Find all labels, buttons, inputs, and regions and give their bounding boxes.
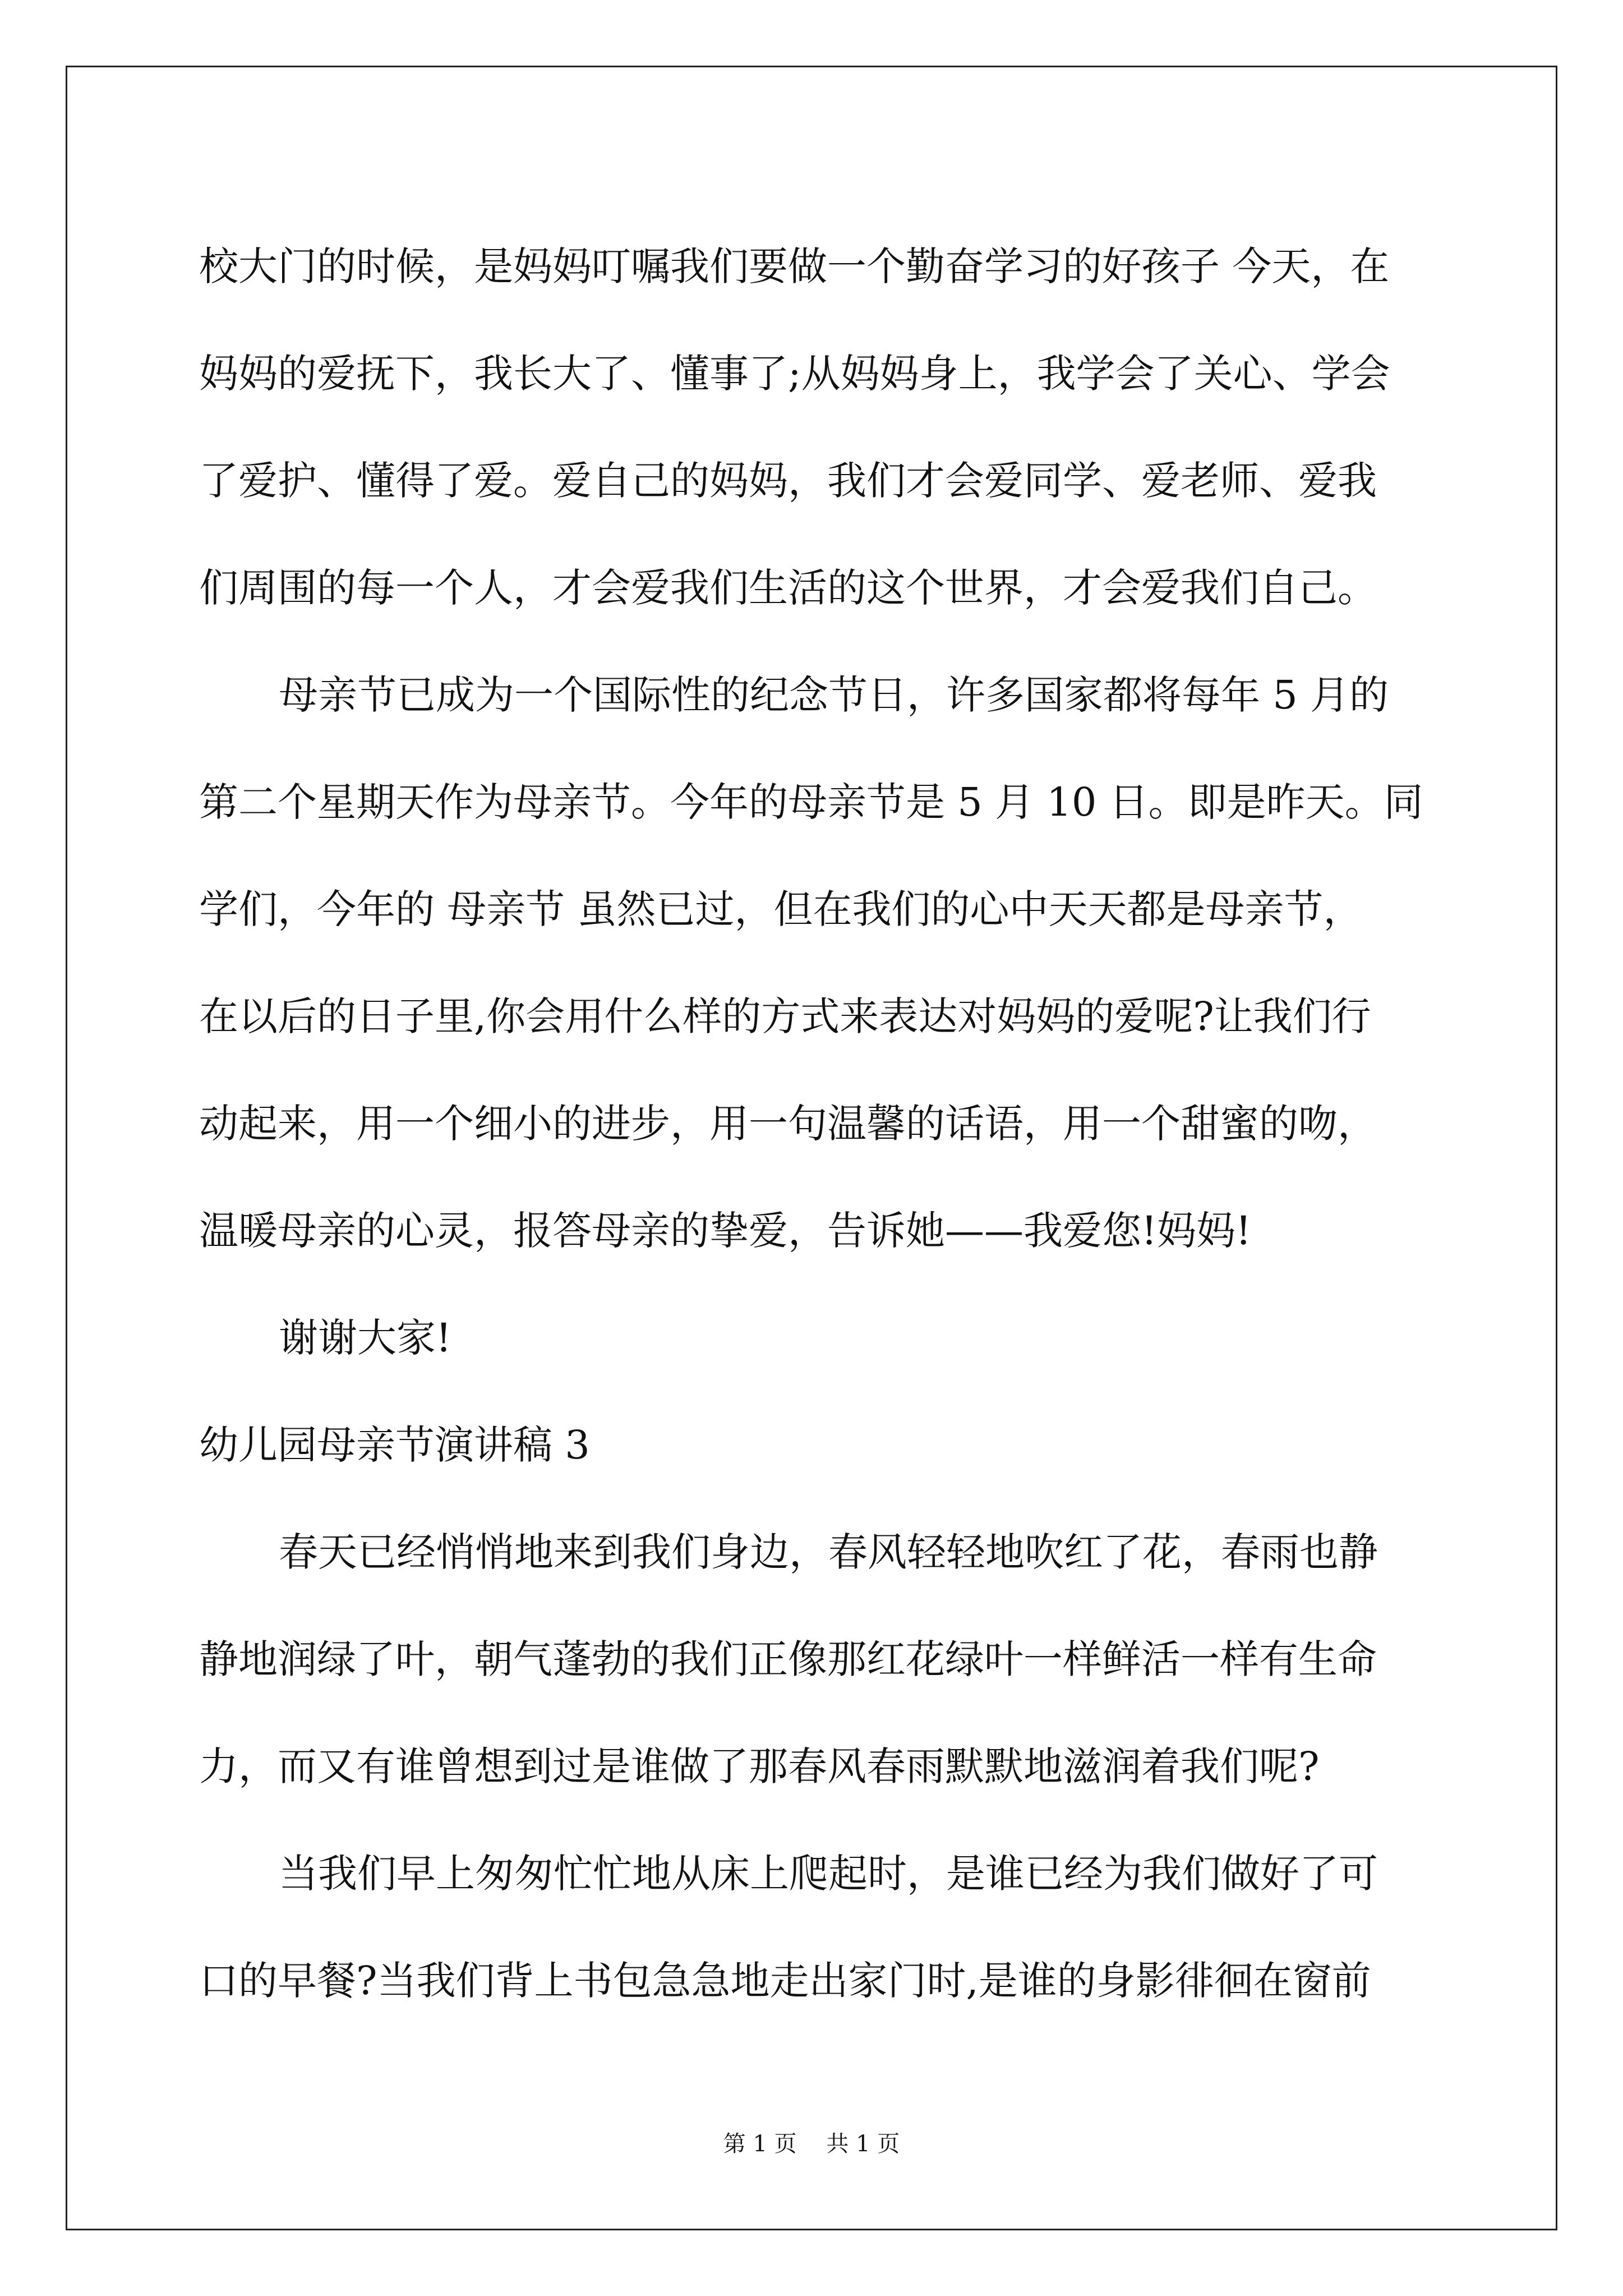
text-line: 幼儿园母亲节演讲稿 3 [199, 1422, 590, 1468]
text-line: 了爱护、懂得了爱。爱自己的妈妈，我们才会爱同学、爱老师、爱我 [199, 458, 1377, 504]
text-line: 力，而又有谁曾想到过是谁做了那春风春雨默默地滋润着我们呢? [199, 1743, 1320, 1789]
text-line: 妈妈的爱抚下，我长大了、懂事了;从妈妈身上，我学会了关心、学会 [199, 351, 1390, 397]
text-line: 当我们早上匆匆忙忙地从床上爬起时，是谁已经为我们做好了可 [279, 1851, 1378, 1897]
text-line: 第二个星期天作为母亲节。今年的母亲节是 5 月 10 日。即是昨天。同 [199, 779, 1423, 825]
text-line: 学们，今年的 母亲节 虽然已过，但在我们的心中天天都是母亲节， [199, 886, 1363, 932]
text-line: 校大门的时候，是妈妈叮嘱我们要做一个勤奋学习的好孩子 今天，在 [199, 243, 1390, 289]
text-line: 春天已经悄悄地来到我们身边，春风轻轻地吹红了花，春雨也静 [279, 1529, 1378, 1575]
page-total: 共 1 页 [826, 2131, 900, 2157]
text-line: 动起来，用一个细小的进步，用一句温馨的话语，用一个甜蜜的吻， [199, 1101, 1377, 1147]
text-line: 母亲节已成为一个国际性的纪念节日，许多国家都将每年 5 月的 [279, 672, 1389, 718]
page-footer [0, 2126, 1623, 2158]
text-line: 谢谢大家! [279, 1315, 452, 1361]
text-line: 静地润绿了叶，朝气蓬勃的我们正像那红花绿叶一样鲜活一样有生命 [199, 1636, 1377, 1682]
text-line: 在以后的日子里,你会用什么样的方式来表达对妈妈的爱呢?让我们行 [199, 993, 1371, 1039]
text-line: 口的早餐?当我们背上书包急急地走出家门时,是谁的身影徘徊在窗前 [199, 1958, 1371, 2004]
page-number: 第 1 页 [723, 2131, 797, 2157]
text-line: 们周围的每一个人，才会爱我们生活的这个世界，才会爱我们自己。 [199, 565, 1377, 611]
text-line: 温暖母亲的心灵，报答母亲的挚爱，告诉她——我爱您!妈妈! [199, 1208, 1252, 1254]
document-body [199, 213, 1422, 2035]
